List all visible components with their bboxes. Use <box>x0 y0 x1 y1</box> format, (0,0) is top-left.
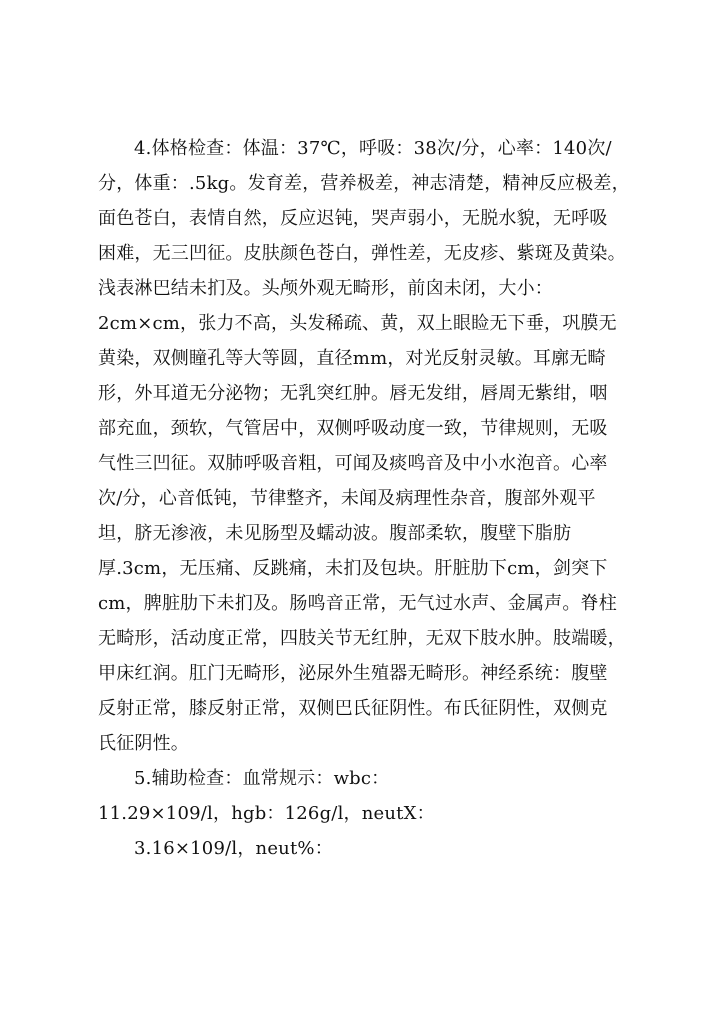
paragraph-line: 次/分，心音低钝，节律整齐，未闻及病理性杂音，腹部外观平 <box>98 488 596 509</box>
paragraph-line: 甲床红润。肛门无畸形，泌尿外生殖器无畸形。神经系统：腹壁 <box>98 663 608 684</box>
paragraph-line: 反射正常，膝反射正常，双侧巴氏征阴性。布氏征阴性，双侧克 <box>98 698 608 719</box>
paragraph-line: cm，脾脏肋下未扪及。肠鸣音正常，无气过水声、金属声。脊柱 <box>98 593 617 614</box>
paragraph-line: 浅表淋巴结未扪及。头颅外观无畸形，前囟未闭，大小： <box>98 278 553 299</box>
paragraph-line: 形，外耳道无分泌物；无乳突红肿。唇无发绀，唇周无紫绀，咽 <box>98 383 608 404</box>
paragraph-line: 5.辅助检查：血常规示：wbc： <box>134 768 390 789</box>
paragraph-line: 无畸形，活动度正常，四肢关节无红肿，无双下肢水肿。肢端暖， <box>98 628 626 649</box>
paragraph-line: 部充血，颈软，气管居中，双侧呼吸动度一致，节律规则，无吸 <box>98 418 608 439</box>
paragraph-line: 困难，无三凹征。皮肤颜色苍白，弹性差，无皮疹、紫斑及黄染。 <box>98 243 626 264</box>
paragraph-line: 4.体格检查：体温：37℃，呼吸：38次/分，心率：140次/ <box>134 138 612 159</box>
paragraph-line: 黄染，双侧瞳孔等大等圆，直径mm，对光反射灵敏。耳廓无畸 <box>98 348 606 369</box>
paragraph-line: 11.29×109/l，hgb：126g/l，neutX： <box>98 803 435 824</box>
paragraph-line: 分，体重：.5kg。发育差，营养极差，神志清楚，精神反应极差， <box>98 173 630 194</box>
paragraph-line: 3.16×109/l，neut%： <box>134 838 333 859</box>
paragraph-line: 气性三凹征。双肺呼吸音粗，可闻及痰鸣音及中小水泡音。心率 <box>98 453 608 474</box>
paragraph-line: 氏征阴性。 <box>98 733 189 754</box>
paragraph-line: 面色苍白，表情自然，反应迟钝，哭声弱小，无脱水貌，无呼吸 <box>98 208 608 229</box>
paragraph-line: 厚.3cm，无压痛、反跳痛，未扪及包块。肝脏肋下cm，剑突下 <box>98 558 608 579</box>
paragraph-line: 2cm×cm，张力不高，头发稀疏、黄，双上眼睑无下垂，巩膜无 <box>98 313 617 334</box>
paragraph-line: 坦，脐无渗液，未见肠型及蠕动波。腹部柔软，腹壁下脂肪 <box>98 523 572 544</box>
document-body <box>98 131 638 866</box>
